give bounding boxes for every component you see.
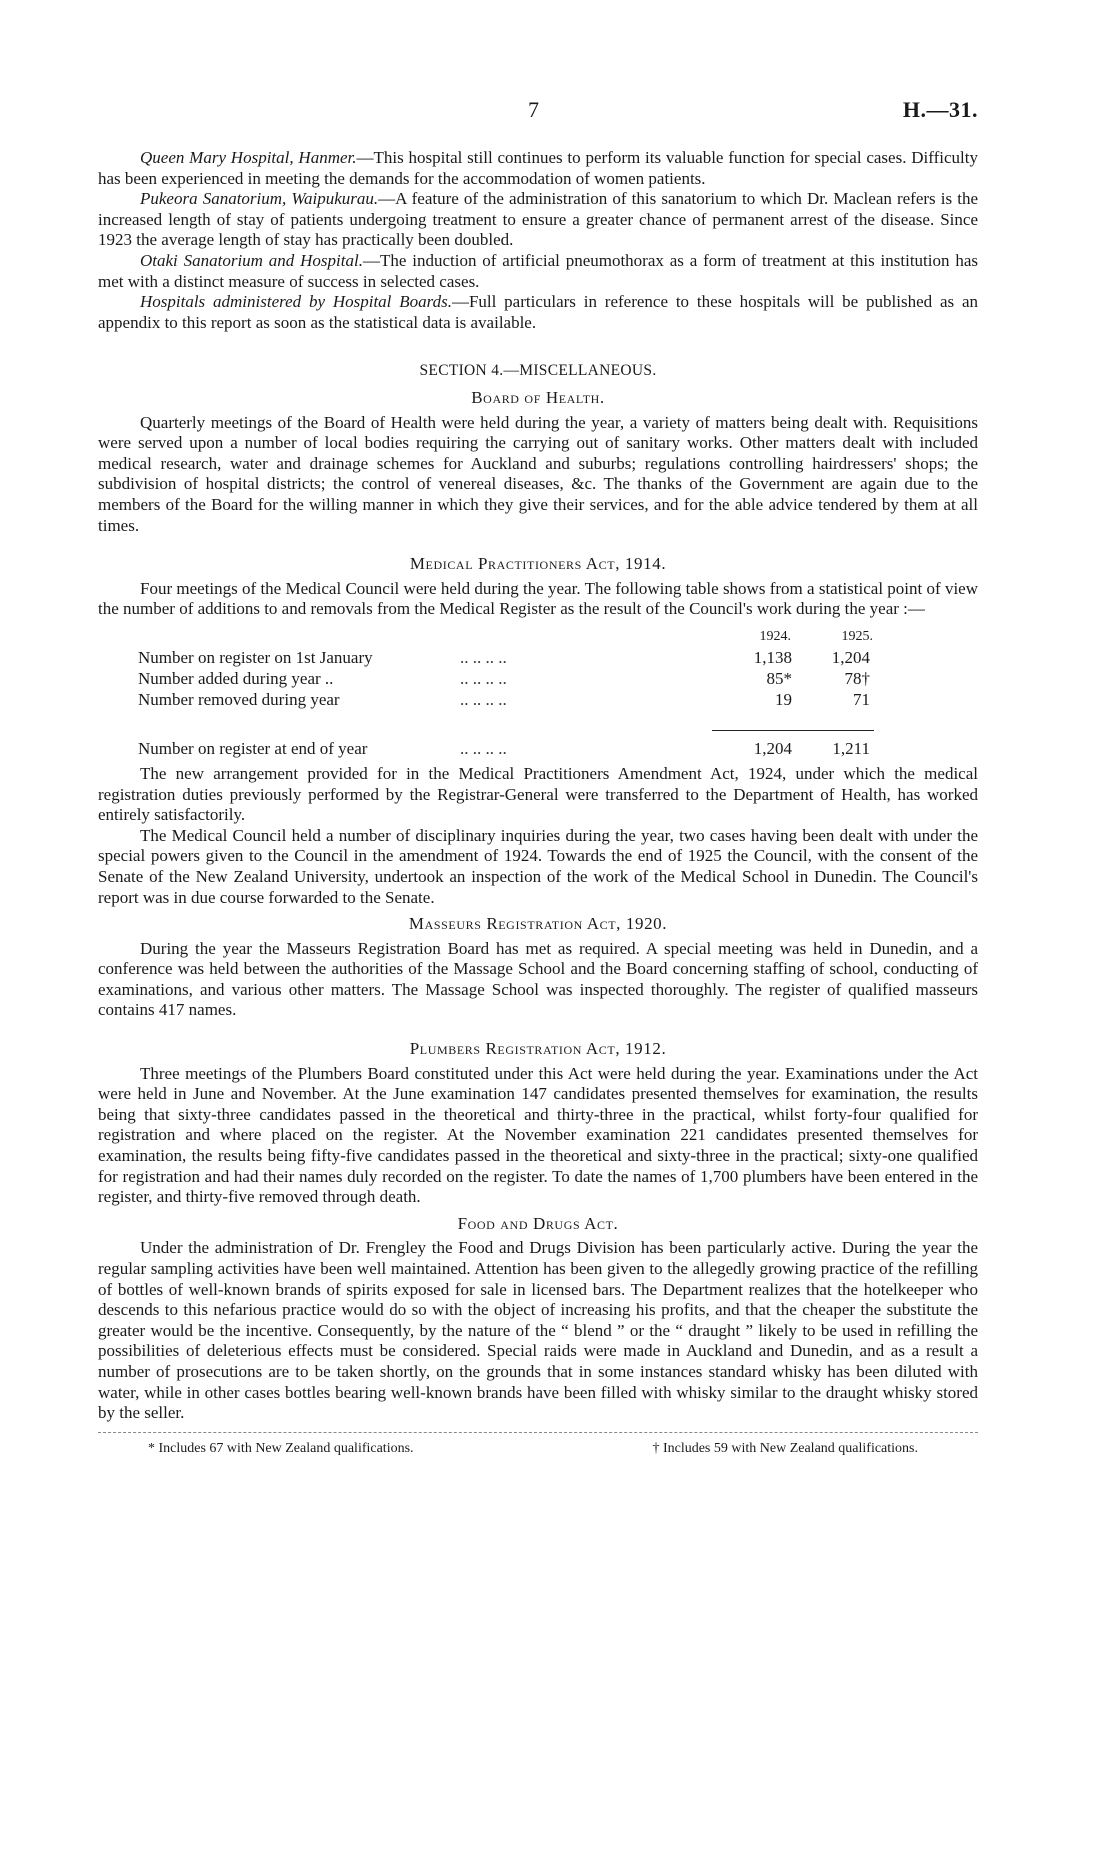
board-of-health-heading: Board of Health. (471, 387, 605, 407)
paragraph-otaki: Otaki Sanatorium and Hospital.—The induction of artificial pneumothorax as a form of treatment at this institution has met with a distinct measure of success in selected cases. (98, 250, 978, 291)
masseurs-text: During the year the Masseurs Registration Board has met as required. A special meeting was held in Dunedin, and a conference was held between the authorities of the Massage School and the Board concerning staffing of school, conducting of examinations, and various other matters. The Massage School was inspected thoroughly. The register of qualified masseurs contains 417 names. (98, 938, 978, 1020)
table-row: Number on register on 1st January .. .. .. .. 1,138 1,204 (138, 648, 870, 668)
paragraph-hospital-boards: Hospitals administered by Hospital Boards.—Full particulars in reference to these hospitals will be published as an appendix to this report as soon as the statistical data is available. (98, 292, 978, 332)
section-heading: SECTION 4.—MISCELLANEOUS. (419, 362, 657, 380)
page-number: 7 (528, 97, 539, 122)
document-page (98, 97, 978, 1459)
medical-arrangement-text: The new arrangement provided for in the Medical Practitioners Amendment Act, 1924, under which the medical registration duties previously performed by the Registrar-General were transferred to the Department of Health, has worked entirely satisfactorily. (98, 763, 978, 825)
page-header (98, 97, 978, 130)
plumbers-text: Three meetings of the Plumbers Board constituted under this Act were held during the year. Examinations under the Act were held in June and November. At the June examination 147 candidates presented themselves for examination, the results being that sixty-three candidates passed in the theoretical and thirty-three in the practical, whilst forty-four qualified for registration and where placed on the register. At the November examination 221 candidates presented themselves for examination, the results being fifty-five candidates passed in the theoretical and sixty-three in the practical; sixty-one qualified for registration and had their names duly recorded on the register. To date the names of 1,700 plumbers have been entered in the register, and thirty-five removed through death. (98, 1063, 978, 1207)
plumbers-heading: Plumbers Registration Act, 1912. (409, 1039, 667, 1059)
paragraph-queen-mary: Queen Mary Hospital, Hanmer.—This hospital still continues to perform its valuable function for special cases. Difficulty has been experienced in meeting the demands for the accommodation of women patients. (98, 148, 978, 188)
report-reference: H.—31. (902, 97, 978, 122)
year-1924-header: 1924. (759, 628, 791, 644)
medical-intro-text: Four meetings of the Medical Council were held during the year. The following table shows from a statistical point of view the number of additions to and removals from the Medical Register as the result of the Council's work during the year :— (98, 578, 978, 619)
food-drugs-heading: Food and Drugs Act. (457, 1213, 619, 1233)
masseurs-heading: Masseurs Registration Act, 1920. (408, 914, 668, 934)
table-total-row: Number on register at end of year .. .. .. .. 1,204 1,211 (138, 739, 870, 759)
table-row: Number added during year .. .. .. .. .. 85* 78† (138, 669, 870, 689)
board-of-health-text: Quarterly meetings of the Board of Health were held during the year, a variety of matters being dealt with. Requisitions were served upon a number of local bodies requiring the carrying out of sanitary works. Other matters dealt with included medical research, water and drainage schemes for Auckland and suburbs; regulations controlling hairdressers' shops; the subdivision of hospital districts; the control of venereal diseases, &c. The thanks of the Government are again due to the members of the Board for the willing manner in which they give their services, and for the able advice tendered by them at all times. (98, 412, 978, 535)
table-rule-row (138, 710, 874, 731)
medical-council-text: The Medical Council held a number of disciplinary inquiries during the year, two cases having been dealt with under the special powers given to the Council in the amendment of 1924. Towards the end of 1925 the Council, with the consent of the Senate of the New Zealand University, undertook an inspection of the work of the Medical School in Dunedin. The Council's report was in due course forwarded to the Senate. (98, 825, 978, 907)
footnote-left: * Includes 67 with New Zealand qualifications. (148, 1440, 414, 1456)
food-drugs-text: Under the administration of Dr. Frengley the Food and Drugs Division has been particularly active. During the year the regular sampling activities have been well maintained. Attention has been given to the allegedly growing practice of the refilling of bottles of well-known brands of spirits exposed for sale in licensed bars. The Department realizes that the hotelkeeper who descends to this nefarious practice would do so with the object of increasing his profits, and that the cheaper the substitute the greater would be the incentive. Consequently, by the nature of the “ blend ” or the “ draught ” likely to be used in refilling the possibilities of deleterious effects must be considered. Special raids were made in Auckland and Dunedin, and as a result a number of prosecutions are to be taken shortly, on the grounds that in some instances standard whisky has been diluted with water, while in other cases bottles bearing well-known brands have been filled with whisky similar to the draught whisky stored by the seller. (98, 1238, 978, 1423)
year-1925-header: 1925. (841, 628, 873, 644)
footnote-right: † Includes 59 with New Zealand qualifications. (652, 1440, 918, 1456)
footnotes (98, 1433, 978, 1460)
paragraph-pukeora: Pukeora Sanatorium, Waipukurau.—A feature of the administration of this sanatorium to which Dr. Maclean refers is the increased length of stay of patients undergoing treatment to ensure a greater chance of permanent arrest of the disease. Since 1923 the average length of stay has practically been doubled. (98, 189, 978, 250)
medical-practitioners-heading: Medical Practitioners Act, 1914. (409, 554, 667, 574)
table-row: Number removed during year .. .. .. .. 19 71 (138, 689, 870, 709)
medical-register-table (138, 626, 874, 760)
table-header-row (138, 626, 874, 649)
